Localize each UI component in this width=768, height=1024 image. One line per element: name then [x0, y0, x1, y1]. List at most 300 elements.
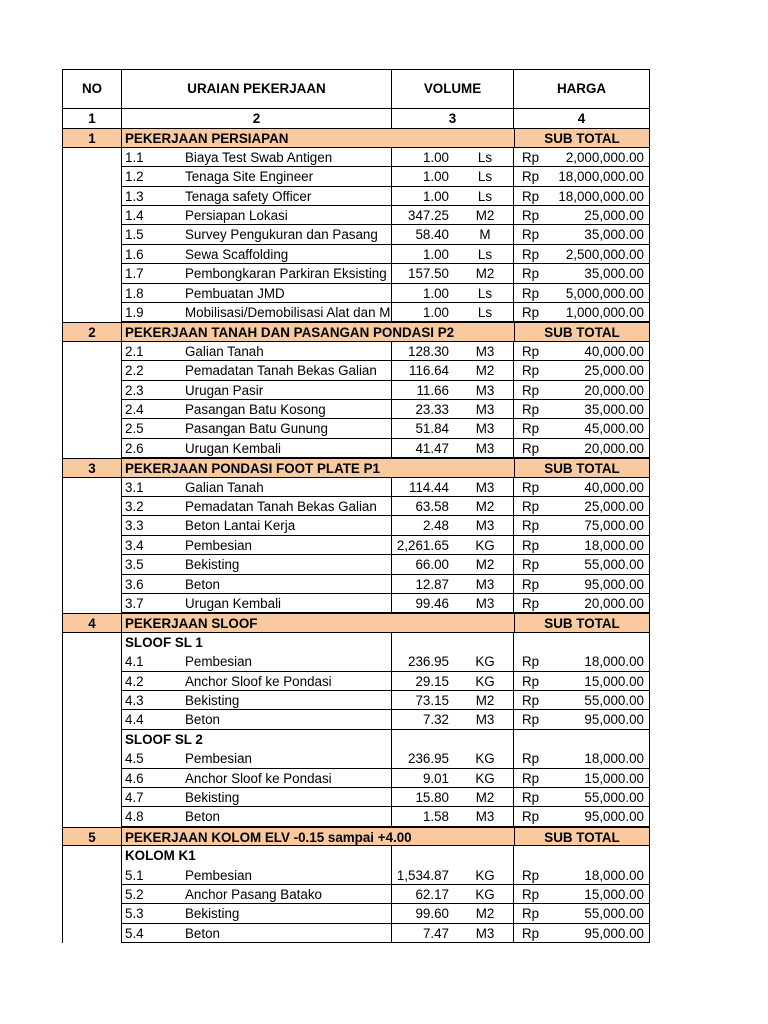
item-volume: 15.80 — [415, 790, 449, 805]
colnum-harga: 4 — [514, 109, 650, 128]
table-row — [62, 536, 650, 555]
section-title: PEKERJAAN KOLOM ELV -0.15 sampai +4.00 — [125, 829, 412, 845]
row-uraian-cell — [122, 167, 392, 186]
group-harga-cell — [514, 633, 650, 652]
column-number-row — [62, 109, 650, 128]
row-no-cell — [62, 904, 122, 923]
item-code: 3.3 — [125, 518, 144, 534]
row-volume-cell — [392, 807, 514, 826]
row-harga-cell — [514, 807, 650, 826]
item-code: 1.5 — [125, 227, 144, 243]
table-row — [62, 652, 650, 671]
row-harga-cell — [514, 516, 650, 535]
item-description: Bekisting — [185, 906, 240, 922]
item-volume: 99.60 — [415, 906, 449, 922]
section-row — [62, 827, 650, 846]
item-description: Survey Pengukuran dan Pasang — [185, 227, 378, 243]
item-price: 1,000,000.00 — [565, 305, 644, 320]
row-uraian-cell — [122, 536, 392, 555]
row-harga-cell — [514, 536, 650, 555]
row-no-cell — [62, 245, 122, 264]
item-price: 25,000.00 — [584, 363, 644, 379]
currency-label: Rp — [522, 499, 540, 514]
item-unit: M3 — [475, 402, 495, 417]
item-price: 20,000.00 — [584, 382, 644, 398]
row-volume-cell — [392, 167, 514, 186]
item-description: Beton — [185, 809, 220, 825]
row-no-cell — [62, 284, 122, 303]
currency-label: Rp — [522, 440, 540, 456]
table-row — [62, 516, 650, 535]
table-row — [62, 672, 650, 691]
item-unit: M3 — [475, 421, 495, 437]
row-volume-cell — [392, 885, 514, 904]
item-code: 3.1 — [125, 479, 144, 495]
row-harga-cell — [514, 710, 650, 729]
item-unit: M3 — [475, 576, 495, 592]
item-description: Beton — [185, 925, 220, 941]
row-volume-cell — [392, 788, 514, 807]
item-description: Anchor Sloof ke Pondasi — [185, 673, 332, 689]
currency-label: Rp — [522, 557, 540, 573]
row-uraian-cell — [122, 691, 392, 710]
item-price: 18,000.00 — [584, 654, 644, 670]
table-row — [62, 342, 650, 361]
table-row — [62, 284, 650, 303]
item-unit: M3 — [475, 479, 495, 495]
section-number: 2 — [62, 323, 122, 340]
item-code: 5.3 — [125, 906, 144, 922]
item-volume: 23.33 — [415, 402, 449, 417]
table-row — [62, 904, 650, 923]
row-harga-cell — [514, 187, 650, 206]
row-harga-cell — [514, 419, 650, 438]
item-unit: Ls — [477, 188, 493, 204]
item-price: 18,000.00 — [584, 537, 644, 553]
currency-label: Rp — [522, 518, 540, 534]
row-no-cell — [62, 478, 122, 497]
currency-label: Rp — [522, 421, 540, 437]
item-unit: KG — [475, 537, 495, 553]
row-harga-cell — [514, 788, 650, 807]
item-description: Pembesian — [185, 867, 252, 883]
section-subtotal: SUB TOTAL — [514, 459, 650, 476]
row-no-cell — [62, 710, 122, 729]
currency-label: Rp — [522, 285, 540, 301]
row-no-cell — [62, 575, 122, 594]
row-uraian-cell — [122, 516, 392, 535]
header-volume: VOLUME — [392, 69, 514, 109]
row-uraian-cell — [122, 807, 392, 826]
item-description: Tenaga safety Officer — [185, 188, 312, 204]
item-code: 1.2 — [125, 169, 144, 185]
item-volume: 99.46 — [415, 596, 449, 611]
table-row — [62, 710, 650, 729]
header-no: NO — [62, 69, 122, 109]
item-volume: 7.47 — [422, 925, 449, 941]
section-number: 5 — [62, 828, 122, 845]
section-title-cell — [122, 459, 392, 476]
group-row — [62, 633, 650, 652]
row-volume-cell — [392, 904, 514, 923]
section-subtotal: SUB TOTAL — [514, 828, 650, 845]
item-price: 40,000.00 — [584, 343, 644, 359]
row-uraian-cell — [122, 361, 392, 380]
table-row — [62, 497, 650, 516]
item-code: 3.5 — [125, 557, 144, 573]
item-price: 95,000.00 — [584, 809, 644, 825]
section-row — [62, 128, 650, 147]
row-volume-cell — [392, 769, 514, 788]
item-price: 2,500,000.00 — [565, 246, 644, 262]
header-uraian: URAIAN PEKERJAAN — [122, 69, 392, 109]
row-volume-cell — [392, 594, 514, 613]
row-no-cell — [62, 866, 122, 885]
header-harga: HARGA — [514, 69, 650, 109]
row-uraian-cell — [122, 652, 392, 671]
item-volume: 347.25 — [408, 208, 449, 223]
currency-label: Rp — [522, 479, 540, 495]
row-uraian-cell — [122, 187, 392, 206]
item-unit: KG — [475, 751, 495, 767]
item-unit: M2 — [475, 790, 495, 805]
item-price: 35,000.00 — [584, 227, 644, 243]
group-no-cell — [62, 846, 122, 865]
row-harga-cell — [514, 342, 650, 361]
item-volume: 41.47 — [415, 440, 449, 456]
group-name: SLOOF SL 2 — [125, 731, 203, 747]
item-price: 45,000.00 — [584, 421, 644, 437]
row-volume-cell — [392, 148, 514, 167]
row-volume-cell — [392, 439, 514, 458]
item-price: 25,000.00 — [584, 208, 644, 223]
row-volume-cell — [392, 516, 514, 535]
item-unit: KG — [475, 867, 495, 883]
row-harga-cell — [514, 167, 650, 186]
table-row — [62, 866, 650, 885]
item-volume: 114.44 — [409, 479, 449, 495]
group-harga-cell — [514, 846, 650, 865]
section-title-cell — [122, 129, 392, 146]
item-unit: Ls — [477, 285, 493, 301]
row-no-cell — [62, 497, 122, 516]
table-row — [62, 749, 650, 768]
row-volume-cell — [392, 575, 514, 594]
row-harga-cell — [514, 284, 650, 303]
group-row — [62, 846, 650, 865]
item-description: Pembongkaran Parkiran Eksisting — [185, 266, 387, 282]
table-row — [62, 148, 650, 167]
group-name: SLOOF SL 1 — [125, 634, 203, 650]
item-volume: 66.00 — [415, 557, 449, 573]
item-unit: M3 — [475, 596, 495, 611]
row-harga-cell — [514, 497, 650, 516]
row-no-cell — [62, 924, 122, 943]
section-number: 3 — [62, 459, 122, 476]
row-volume-cell — [392, 245, 514, 264]
item-price: 25,000.00 — [584, 499, 644, 514]
group-volume-cell — [392, 846, 514, 865]
item-code: 4.3 — [125, 693, 144, 708]
row-harga-cell — [514, 439, 650, 458]
item-description: Pemadatan Tanah Bekas Galian — [185, 499, 377, 514]
item-volume: 73.15 — [415, 693, 449, 708]
item-price: 15,000.00 — [584, 770, 644, 786]
item-code: 3.4 — [125, 537, 144, 553]
table-row — [62, 807, 650, 826]
item-code: 4.7 — [125, 790, 144, 805]
section-subtotal: SUB TOTAL — [514, 614, 650, 631]
row-uraian-cell — [122, 381, 392, 400]
currency-label: Rp — [522, 867, 540, 883]
item-price: 55,000.00 — [584, 557, 644, 573]
item-volume: 1.58 — [422, 809, 449, 825]
table-row — [62, 419, 650, 438]
currency-label: Rp — [522, 208, 540, 223]
row-volume-cell — [392, 710, 514, 729]
item-unit: M2 — [475, 266, 495, 282]
group-volume-cell — [392, 730, 514, 749]
item-price: 15,000.00 — [584, 673, 644, 689]
row-no-cell — [62, 381, 122, 400]
item-description: Anchor Pasang Batako — [185, 887, 322, 902]
row-uraian-cell — [122, 575, 392, 594]
row-no-cell — [62, 749, 122, 768]
section-title: PEKERJAAN TANAH DAN PASANGAN PONDASI P2 — [125, 325, 455, 341]
section-title-cell — [122, 323, 455, 341]
item-price: 18,000.00 — [584, 751, 644, 767]
currency-label: Rp — [522, 246, 540, 262]
row-volume-cell — [392, 672, 514, 691]
item-price: 18,000.00 — [584, 867, 644, 883]
row-harga-cell — [514, 691, 650, 710]
row-harga-cell — [514, 672, 650, 691]
item-unit: Ls — [477, 149, 493, 165]
item-unit: M3 — [475, 343, 495, 359]
item-description: Sewa Scaffolding — [185, 246, 289, 262]
currency-label: Rp — [522, 925, 540, 941]
row-no-cell — [62, 788, 122, 807]
row-uraian-cell — [122, 710, 392, 729]
item-unit: M2 — [475, 499, 495, 514]
table-row — [62, 691, 650, 710]
currency-label: Rp — [522, 227, 540, 243]
item-volume: 116.64 — [409, 363, 449, 379]
row-harga-cell — [514, 652, 650, 671]
item-description: Pembesian — [185, 751, 252, 767]
item-code: 3.7 — [125, 596, 144, 611]
item-price: 55,000.00 — [584, 693, 644, 708]
row-no-cell — [62, 652, 122, 671]
row-uraian-cell — [122, 342, 392, 361]
row-volume-cell — [392, 419, 514, 438]
group-name: KOLOM K1 — [125, 848, 196, 864]
row-harga-cell — [514, 206, 650, 225]
section-title: PEKERJAAN SLOOF — [125, 616, 258, 632]
row-uraian-cell — [122, 749, 392, 768]
item-code: 2.3 — [125, 382, 144, 398]
group-no-cell — [62, 730, 122, 749]
row-uraian-cell — [122, 439, 392, 458]
item-code: 1.3 — [125, 188, 144, 204]
row-harga-cell — [514, 478, 650, 497]
row-no-cell — [62, 419, 122, 438]
row-harga-cell — [514, 749, 650, 768]
colnum-uraian: 2 — [122, 109, 392, 128]
section-number: 1 — [62, 129, 122, 146]
row-uraian-cell — [122, 885, 392, 904]
item-code: 4.8 — [125, 809, 144, 825]
section-title: PEKERJAAN PERSIAPAN — [125, 131, 289, 147]
row-harga-cell — [514, 904, 650, 923]
row-harga-cell — [514, 225, 650, 244]
item-price: 55,000.00 — [584, 906, 644, 922]
item-volume: 2.48 — [422, 518, 449, 534]
item-price: 18,000,000.00 — [558, 188, 644, 204]
item-code: 2.2 — [125, 363, 144, 379]
row-volume-cell — [392, 691, 514, 710]
row-no-cell — [62, 264, 122, 283]
item-code: 4.5 — [125, 751, 144, 767]
row-uraian-cell — [122, 225, 392, 244]
currency-label: Rp — [522, 906, 540, 922]
row-no-cell — [62, 769, 122, 788]
item-volume: 51.84 — [415, 421, 449, 437]
item-volume: 128.30 — [408, 343, 449, 359]
row-uraian-cell — [122, 769, 392, 788]
row-volume-cell — [392, 749, 514, 768]
item-description: Beton — [185, 712, 220, 728]
item-description: Beton — [185, 576, 220, 592]
item-volume: 1.00 — [422, 246, 449, 262]
item-unit: Ls — [477, 169, 493, 185]
item-unit: M3 — [475, 440, 495, 456]
item-code: 2.1 — [125, 343, 144, 359]
currency-label: Rp — [522, 537, 540, 553]
row-volume-cell — [392, 652, 514, 671]
row-harga-cell — [514, 303, 650, 322]
item-description: Bekisting — [185, 557, 240, 573]
item-description: Anchor Sloof ke Pondasi — [185, 770, 332, 786]
item-volume: 1.00 — [422, 149, 449, 165]
row-harga-cell — [514, 575, 650, 594]
table-header-row — [62, 69, 650, 109]
item-price: 15,000.00 — [584, 887, 644, 902]
currency-label: Rp — [522, 751, 540, 767]
item-unit: KG — [475, 654, 495, 670]
item-unit: M3 — [475, 809, 495, 825]
currency-label: Rp — [522, 887, 540, 902]
row-harga-cell — [514, 924, 650, 943]
table-row — [62, 167, 650, 186]
item-description: Galian Tanah — [185, 479, 264, 495]
row-harga-cell — [514, 264, 650, 283]
currency-label: Rp — [522, 169, 540, 185]
item-price: 95,000.00 — [584, 576, 644, 592]
item-unit: M2 — [475, 363, 495, 379]
item-description: Pembesian — [185, 537, 252, 553]
item-price: 35,000.00 — [584, 402, 644, 417]
item-volume: 1,534.87 — [396, 867, 449, 883]
currency-label: Rp — [522, 266, 540, 282]
item-volume: 2,261.65 — [396, 537, 449, 553]
item-code: 1.4 — [125, 208, 144, 223]
item-unit: M3 — [475, 925, 495, 941]
item-code: 1.8 — [125, 285, 144, 301]
row-volume-cell — [392, 187, 514, 206]
row-no-cell — [62, 555, 122, 574]
row-volume-cell — [392, 206, 514, 225]
row-uraian-cell — [122, 788, 392, 807]
row-uraian-cell — [122, 400, 392, 419]
currency-label: Rp — [522, 149, 540, 165]
item-unit: Ls — [477, 246, 493, 262]
colnum-no: 1 — [62, 109, 122, 128]
table-row — [62, 400, 650, 419]
currency-label: Rp — [522, 305, 540, 320]
row-harga-cell — [514, 866, 650, 885]
item-code: 1.7 — [125, 266, 144, 282]
row-volume-cell — [392, 303, 514, 322]
item-volume: 63.58 — [415, 499, 449, 514]
table-row — [62, 924, 650, 943]
row-no-cell — [62, 303, 122, 322]
item-volume: 1.00 — [422, 305, 449, 320]
item-price: 40,000.00 — [584, 479, 644, 495]
group-name-cell — [122, 633, 392, 652]
item-volume: 236.95 — [408, 654, 449, 670]
section-row — [62, 458, 650, 477]
table-row — [62, 245, 650, 264]
item-volume: 29.15 — [415, 673, 449, 689]
item-code: 3.6 — [125, 576, 144, 592]
table-row — [62, 264, 650, 283]
row-harga-cell — [514, 555, 650, 574]
row-no-cell — [62, 885, 122, 904]
row-uraian-cell — [122, 206, 392, 225]
row-harga-cell — [514, 885, 650, 904]
row-no-cell — [62, 167, 122, 186]
group-row — [62, 730, 650, 749]
item-code: 5.1 — [125, 867, 144, 883]
item-unit: KG — [475, 770, 495, 786]
row-no-cell — [62, 594, 122, 613]
currency-label: Rp — [522, 712, 540, 728]
item-unit: M2 — [475, 906, 495, 922]
table-row — [62, 206, 650, 225]
row-no-cell — [62, 672, 122, 691]
currency-label: Rp — [522, 188, 540, 204]
currency-label: Rp — [522, 693, 540, 708]
row-uraian-cell — [122, 555, 392, 574]
group-harga-cell — [514, 730, 650, 749]
row-uraian-cell — [122, 497, 392, 516]
row-volume-cell — [392, 225, 514, 244]
section-subtotal: SUB TOTAL — [514, 323, 650, 340]
row-uraian-cell — [122, 148, 392, 167]
item-unit: M3 — [475, 518, 495, 534]
row-volume-cell — [392, 264, 514, 283]
item-price: 75,000.00 — [584, 518, 644, 534]
item-description: Mobilisasi/Demobilisasi Alat dan M — [185, 305, 391, 320]
item-description: Tenaga Site Engineer — [185, 169, 314, 185]
row-volume-cell — [392, 866, 514, 885]
currency-label: Rp — [522, 576, 540, 592]
item-description: Urugan Kembali — [185, 440, 282, 456]
row-volume-cell — [392, 924, 514, 943]
row-harga-cell — [514, 148, 650, 167]
row-no-cell — [62, 536, 122, 555]
